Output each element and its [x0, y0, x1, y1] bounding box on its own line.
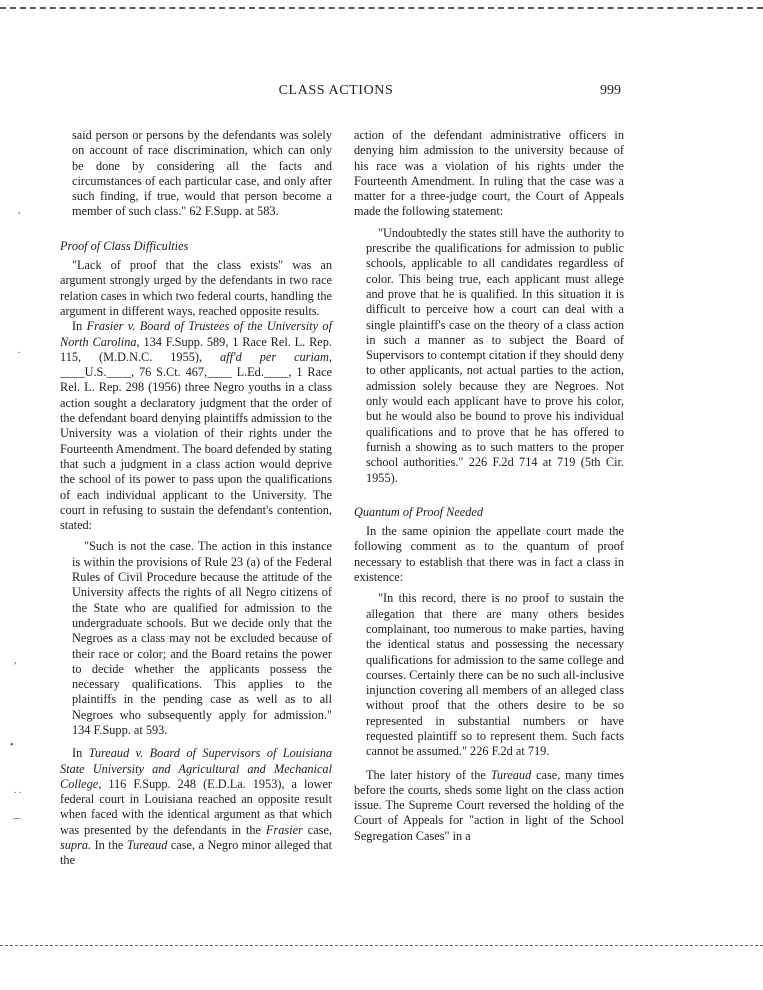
paragraph-frasier: In Frasier v. Board of Trustees of the University of North Carolina, 134 F.Supp. 589, 1 Race Rel. L. Rep. 115, (M.D.N.C. 1955), aff'd per curiam, ____U.S.____, 76 S.Ct. 467,____ L.Ed.____, 1 Race Rel. L. Rep. 298 (1956) three Negro youths in a class action sought a declaratory judgment that the order of the defendant board denying plaintiffs admission to the University was a violation of their rights under the Fourteenth Amendment. The board defended by stating that such a judgment in a class action would deprive the school of its power to pass upon the qualifications of each individual applicant to the University. The court in refusing to sustain the defendant's contention, stated: — [60, 319, 332, 533]
paragraph-later-history: The later history of the Tureaud case, many times before the courts, sheds some light on the class action issue. The Supreme Court reversed the holding of the Court of Appeals for "action in light of the School Segregation Cases" in a — [354, 767, 625, 843]
paragraph-quantum: In the same opinion the appellate court made the following comment as to the quantum of proof necessary to establish that there was in fact a class in existence: — [354, 524, 624, 585]
continued-quote — [60, 128, 332, 220]
case-name-tureaud: Tureaud v. Board of Supervisors of Louisiana State University and Agricultural and Mechanical College, — [60, 746, 332, 791]
left-column — [60, 128, 332, 869]
paragraph-tureaud: In Tureaud v. Board of Supervisors of Louisiana State University and Agricultural and Mechanical College, 116 F.Supp. 248 (E.D.La. 1953), a lower federal court in Louisiana reached an opposite result when faced with the identical argument as that which was presented by the defendants in the Frasier case, supra. In the Tureaud case, a Negro minor alleged that the — [60, 746, 332, 868]
paragraph-continued: action of the defendant administrative officers in denying him admission to the university because of his race was a violation of his rights under the Fourteenth Amendment. In ruling that the case was a matter for a three-judge court, the Court of Appeals made the following statement: — [354, 128, 624, 219]
block-quote-frasier-text: "Such is not the case. The action in this instance is within the provisions of Rule 23 (a) of the Federal Rules of Civil Procedure because the attitude of the University affects the rights of all Negro citizens of the State who are qualified for admission to the undergraduate schools. But we decide only that the Negroes as a class may not be excluded because of their race or color; and the Board retains the power to decide whether the applicants possess the necessary qualifications. This applies to the plaintiffs in the pending case as well as to all Negroes who subsequently apply for admission." 134 F.Supp. at 593. — [72, 539, 332, 737]
paragraph-lack-of-proof: "Lack of proof that the class exists" was an argument strongly urged by the defendants in two race relation cases in which two federal courts, handling the argument in different ways, reached opposite results. — [60, 258, 332, 318]
continued-quote-text: said person or persons by the defendants was solely on account of race discrimination, which can only be done by considering all the facts and circumstances of each particular case, and only after such finding, if true, would that person become a member of such class." 62 F.Supp. at 583. — [72, 128, 332, 219]
block-quote-record — [354, 591, 624, 759]
bottom-scan-rule — [0, 945, 763, 946]
section-heading-proof-of-class: Proof of Class Difficulties — [60, 238, 189, 253]
case-name-frasier: Frasier v. Board of Trustees of the University of North Carolina, — [60, 319, 332, 349]
section-heading-quantum-of-proof: Quantum of Proof Needed — [354, 504, 483, 519]
page-number: 999 — [600, 83, 621, 98]
case-name-tureaud-2: Tureaud — [490, 767, 532, 782]
block-quote-court-of-appeals — [354, 226, 624, 486]
block-quote-record-text: "In this record, there is no proof to sustain the allegation that there are many others besides complainant, too numerous to make parties, having the identical status and possessing the necessary qualifications for admission to the same college and courses. Certainly there can be no such all-inclusive injunction covering all members of an alleged class without proof that the others desire to be so represented in substantial numbers or have requested plaintiff so to represent them. Such facts cannot be assumed." 226 F.2d at 719. — [366, 591, 624, 759]
block-quote-court-of-appeals-text: "Undoubtedly the states still have the authority to prescribe the qualifications for admission to public schools, applicable to all candidates regardless of color. This being true, each applicant must allege and prove that he is qualified. In this situation it is difficult to perceive how a court can deal with a single plaintiff's case on the theory of a class action in such a manner as to subject the Board of Supervisors to contempt citation if they should deny to other applicants, not actual parties to the action, admission solely because they are Negroes. Not only would each applicant have to prove his color, but he would also be bound to prove his individual qualifications and to prove that he has offered to furnish a showing as to such matters to the proper school authorities." 226 F.2d 714 at 719 (5th Cir. 1955). — [366, 225, 624, 485]
block-quote-frasier — [60, 539, 332, 738]
top-scan-rule — [0, 7, 763, 9]
right-column — [354, 128, 624, 844]
affd-per-curiam: aff'd per curiam, — [220, 349, 332, 364]
running-header-title: CLASS ACTIONS — [278, 83, 394, 98]
